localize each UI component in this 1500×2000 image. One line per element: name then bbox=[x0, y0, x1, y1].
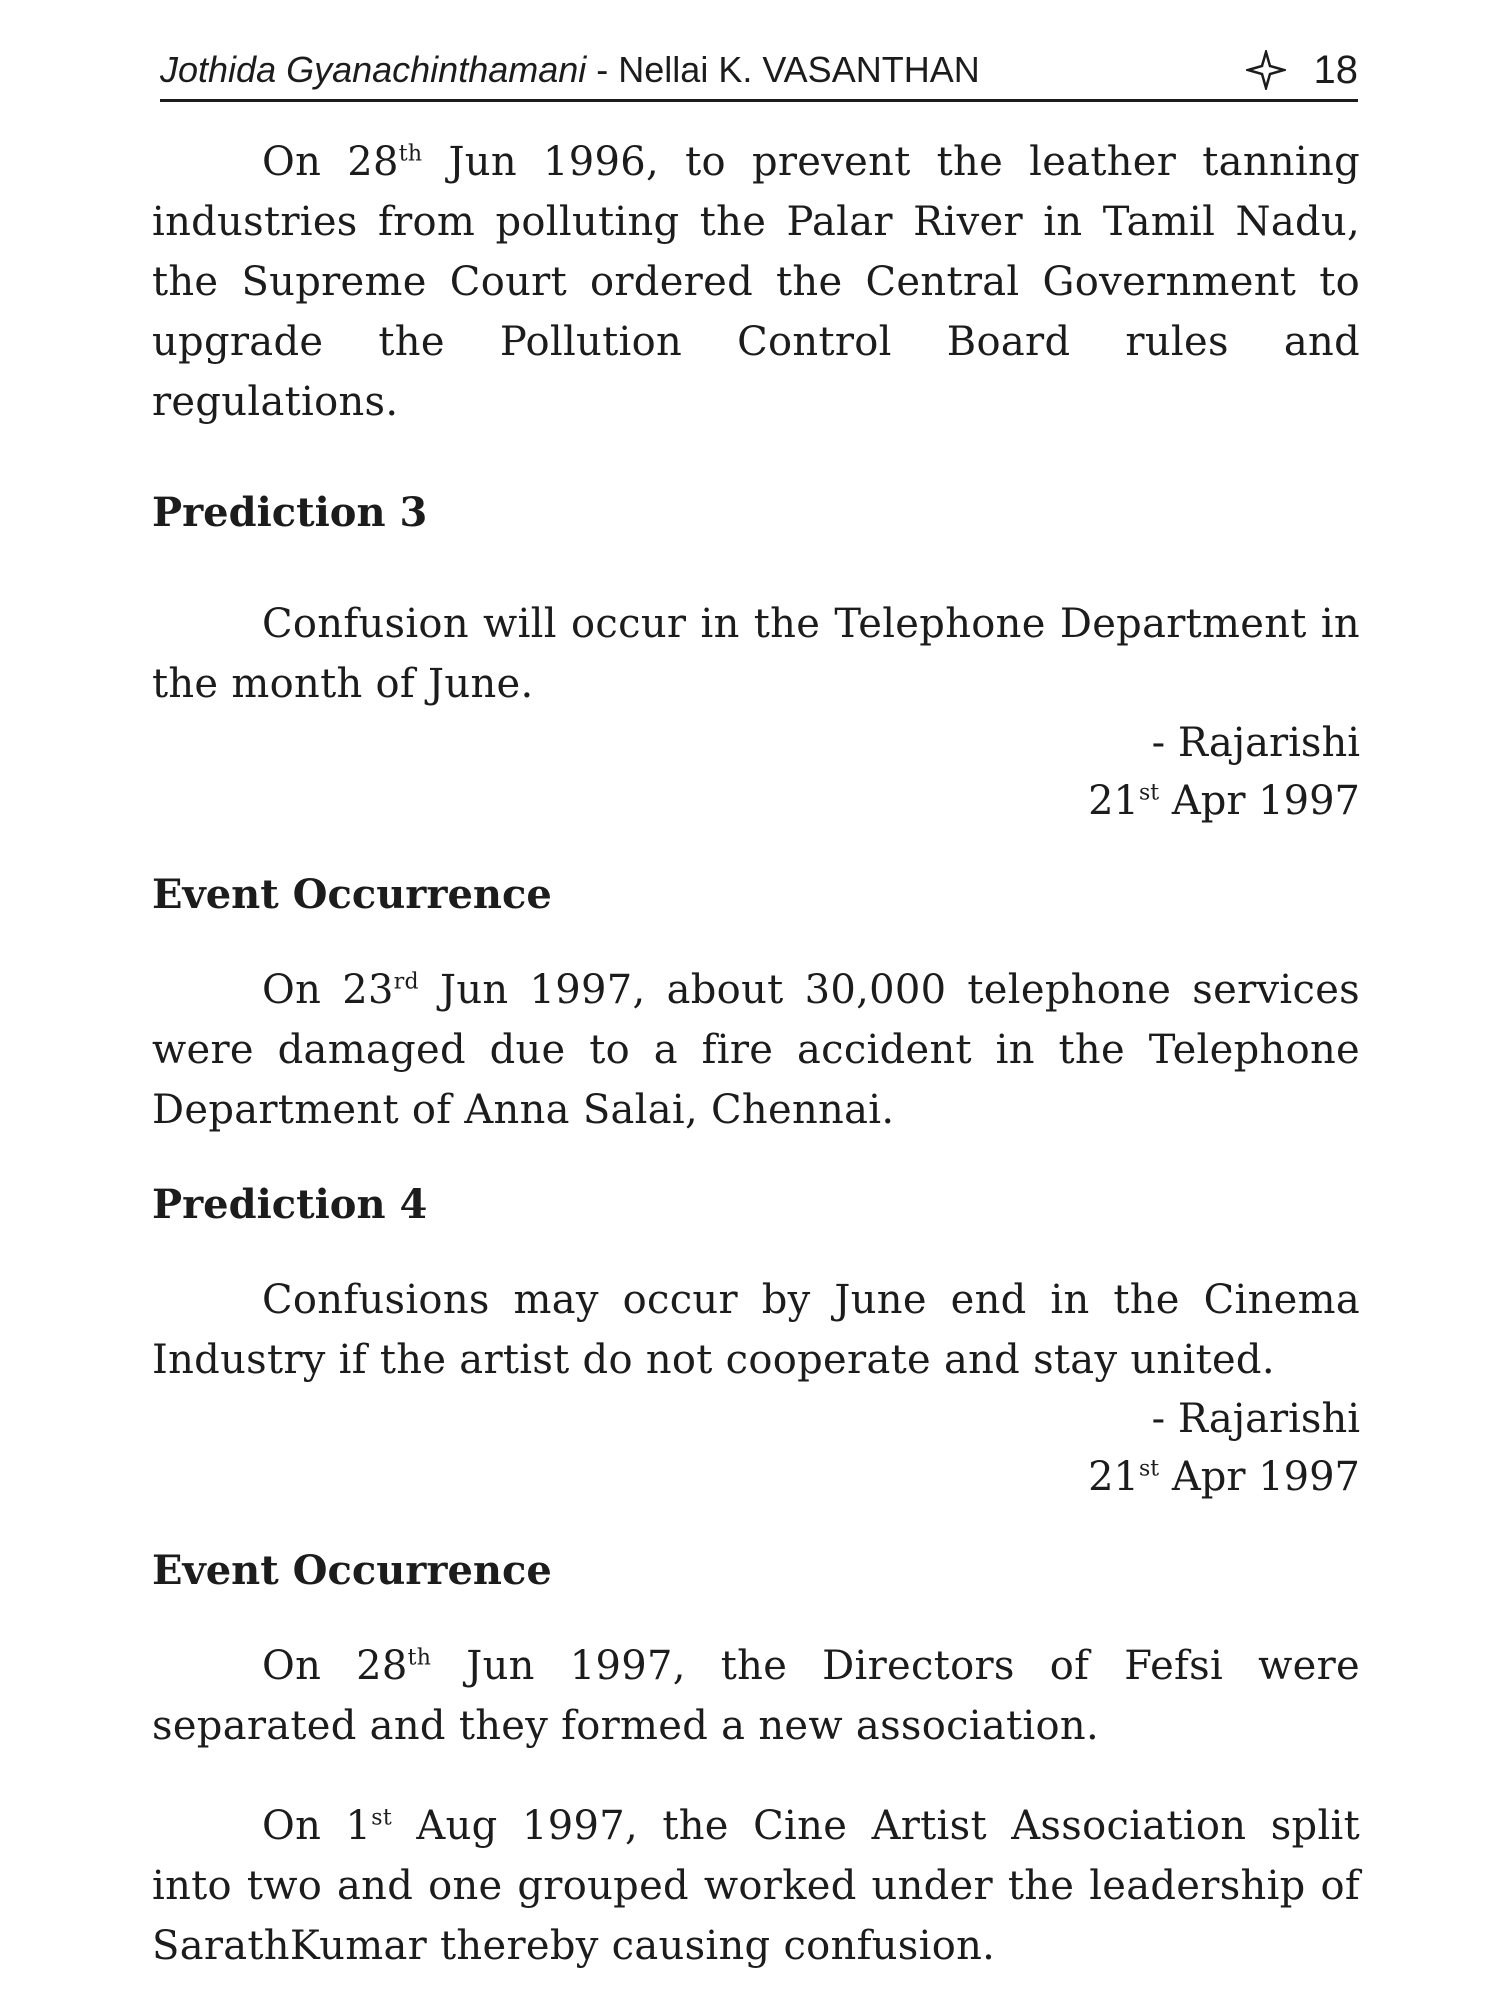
running-header bbox=[160, 46, 1358, 102]
paragraph-fefsi bbox=[152, 1636, 1360, 1756]
text-run: On 28 bbox=[262, 139, 399, 185]
text-run: On 28 bbox=[262, 1643, 408, 1689]
heading-prediction-4: Prediction 4 bbox=[152, 1181, 428, 1228]
paragraph-prediction-3: Confusion will occur in the Telephone Department in the month of June. bbox=[152, 601, 1360, 707]
heading-event-occurrence: Event Occurrence bbox=[152, 1547, 552, 1594]
text-run: Aug 1997, the Cine Artist Association split into two and one grouped worked under the leadership of SarathKumar thereby causing confusion. bbox=[152, 1803, 1360, 1969]
page-number-block bbox=[1246, 50, 1359, 90]
heading-prediction-3: Prediction 3 bbox=[152, 489, 428, 536]
ordinal-suffix: st bbox=[1139, 1456, 1160, 1482]
page-number: 18 bbox=[1313, 48, 1358, 92]
page-body bbox=[152, 132, 1360, 1976]
text-run: On 1 bbox=[262, 1803, 372, 1849]
paragraph-palar-river bbox=[152, 132, 1360, 432]
date-day: 21 bbox=[1088, 1454, 1140, 1500]
ordinal-suffix: th bbox=[407, 1645, 432, 1671]
date-day: 21 bbox=[1088, 778, 1140, 824]
title-separator: - bbox=[586, 49, 619, 90]
ordinal-suffix: st bbox=[1139, 780, 1160, 806]
paragraph-prediction-4: Confusions may occur by June end in the Cinema Industry if the artist do not cooperate and stay united. bbox=[152, 1277, 1360, 1383]
attribution-name: - Rajarishi bbox=[1151, 1396, 1360, 1442]
text-run: Jun 1996, to prevent the leather tanning industries from polluting the Palar River in Tamil Nadu, the Supreme Court ordered the Central Government to upgrade the Pollution Control Board rules and regulations. bbox=[152, 139, 1360, 425]
text-run: Jun 1997, about 30,000 telephone services were damaged due to a fire accident in the Telephone Department of Anna Salai, Chennai. bbox=[152, 967, 1360, 1133]
running-title bbox=[160, 50, 980, 90]
heading-event-occurrence: Event Occurrence bbox=[152, 871, 552, 918]
text-run: Jun 1997, the Directors of Fefsi were separated and they formed a new association. bbox=[152, 1643, 1360, 1749]
ordinal-suffix: rd bbox=[393, 969, 419, 995]
date-rest: Apr 1997 bbox=[1159, 1454, 1360, 1500]
attribution-date bbox=[152, 772, 1360, 830]
paragraph-cine-artist-association bbox=[152, 1796, 1360, 1976]
attribution-date bbox=[152, 1448, 1360, 1506]
four-point-star-icon bbox=[1246, 50, 1286, 90]
attribution-name: - Rajarishi bbox=[1151, 720, 1360, 766]
paragraph-telephone-fire bbox=[152, 960, 1360, 1140]
book-title: Jothida Gyanachinthamani bbox=[160, 49, 587, 90]
author-name: Nellai K. VASANTHAN bbox=[618, 49, 980, 90]
ordinal-suffix: st bbox=[371, 1805, 393, 1831]
date-rest: Apr 1997 bbox=[1159, 778, 1360, 824]
ordinal-suffix: th bbox=[398, 141, 423, 167]
text-run: On 23 bbox=[262, 967, 394, 1013]
